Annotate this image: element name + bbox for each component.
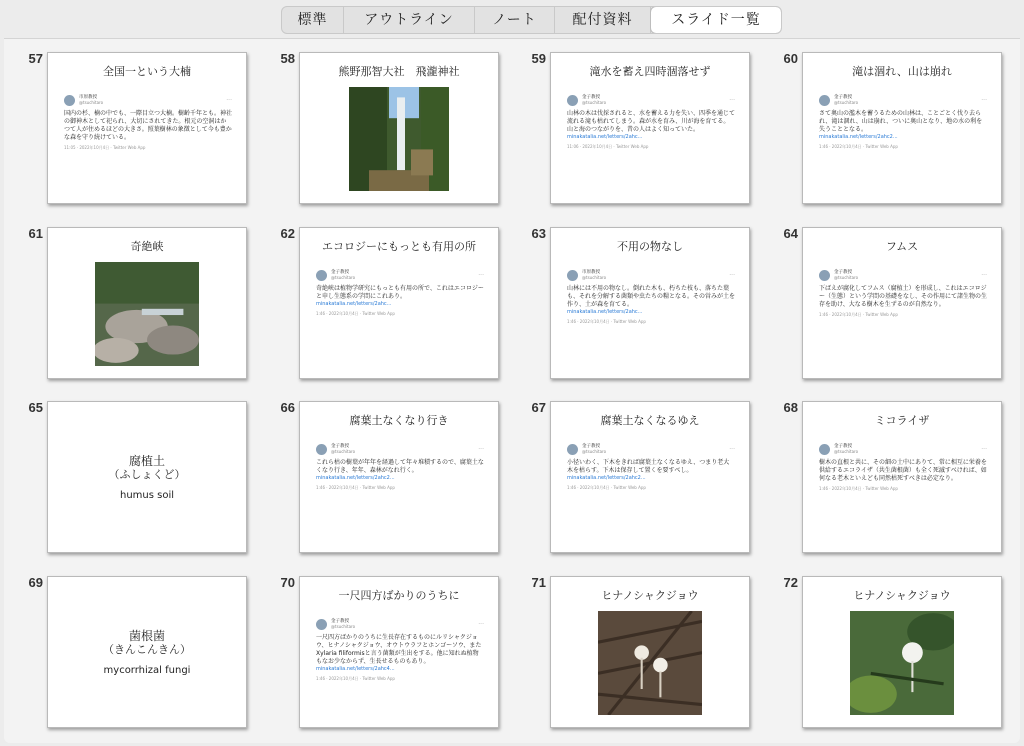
tweet-text: さて奥山の濫木を蓄うるための山林は、ことごとく伐り去られ、滝は涸れ、山は崩れ、ついに奥山となり、地の水の利を失うこととなる。	[819, 110, 983, 133]
avatar	[567, 270, 578, 281]
tweet-header	[567, 268, 735, 282]
slide-number: 70	[280, 575, 295, 590]
more-icon: ···	[478, 620, 484, 628]
slide-title: 滝は涸れ、山は崩れ	[852, 65, 952, 78]
tweet-header	[819, 442, 987, 456]
tweet-link: minakatalia.net/letters/2ahc4...	[316, 666, 395, 672]
tweet-link: minakatalia.net/letters/2ahc...	[567, 309, 643, 315]
slide-photo	[349, 87, 449, 191]
slide-thumbnail[interactable]	[47, 401, 247, 553]
avatar	[316, 444, 327, 455]
tweet-text: 一尺四方ばかりのうちに生長存在するものにルリシャクジョウ、ヒナノシャクジョウ、オウトウラフとホンゴーソウ、またXylaria filiformisと言う菌類が生出をする。他に知れぬ植物もなお少なからず、生長せるものもあり。	[316, 634, 482, 665]
slide-thumbnail[interactable]	[550, 576, 750, 728]
author-name: 金子教授	[582, 444, 600, 449]
tweet-text: 国内の杉、楠の中でも、一際目立つ大楠。樹齢千年とも。神社の御神木として祀られ、大切にされてきた。根元の空洞はかつて人が住めるほどの大きさ。照葉樹林の象徴として今も豊かな森を守り続けている。	[64, 110, 233, 141]
tweet-author	[331, 619, 355, 629]
tweet-meta: 11:06 · 2022年10月4日 · Twitter Web App	[567, 144, 649, 149]
slide-number: 58	[280, 51, 295, 66]
slide-number: 72	[783, 575, 798, 590]
author-name: 市原教授	[79, 95, 97, 100]
tweet-author	[834, 270, 858, 280]
slide-title: 腐葉土なくなり行き	[349, 414, 449, 427]
more-icon: ···	[478, 271, 484, 279]
tweet-meta: 1:46 · 2022年10月4日 · Twitter Web App	[819, 144, 898, 149]
more-icon: ···	[729, 96, 735, 104]
slide-number: 65	[28, 400, 43, 415]
slide-number: 64	[783, 226, 798, 241]
slide-thumbnail[interactable]	[47, 576, 247, 728]
tab-normal[interactable]: 標準	[282, 7, 344, 33]
slide-reading: （ふしょくど）	[108, 468, 186, 481]
slide-sorter-grid	[4, 38, 1020, 743]
author-handle: @tsuchitaro	[582, 275, 607, 280]
more-icon: ···	[729, 271, 735, 279]
author-handle: @tsuchitaro	[331, 449, 356, 454]
author-handle: @tsuchitaro	[79, 100, 104, 105]
tweet-author	[582, 444, 606, 454]
slide-number: 60	[783, 51, 798, 66]
slide-title: 熊野那智大社 飛瀧神社	[338, 65, 460, 78]
tweet-text: 小径いわく、下木をきれば腐葉土なくなるゆえ、つまり老大木を枯らす。下木は保存して置くを要すべし。	[567, 459, 730, 474]
tweet-header	[819, 93, 987, 107]
tab-notes[interactable]: ノート	[475, 7, 555, 33]
tweet-meta: 1:46 · 2022年10月4日 · Twitter Web App	[819, 486, 898, 491]
tweet-embed	[567, 93, 735, 150]
slide-title: エコロジーにもっとも有用の所	[322, 240, 476, 253]
slide-thumbnail[interactable]	[299, 576, 499, 728]
tweet-meta: 1:46 · 2022年10月4日 · Twitter Web App	[567, 319, 646, 324]
tweet-embed	[316, 268, 484, 317]
tweet-author	[834, 444, 858, 454]
more-icon: ···	[981, 271, 987, 279]
slide-title: ヒナノシャクジョウ	[853, 589, 951, 602]
avatar	[64, 95, 75, 106]
author-name: 金子教授	[582, 95, 600, 100]
toolbar	[0, 0, 1024, 38]
author-name: 金子教授	[834, 270, 852, 275]
slide-thumbnail[interactable]	[550, 52, 750, 204]
slide-cell	[273, 576, 523, 746]
slide-cell	[21, 401, 271, 571]
slide-number: 66	[280, 400, 295, 415]
slide-cell	[776, 227, 1024, 397]
slide-thumbnail[interactable]	[802, 227, 1002, 379]
avatar	[316, 270, 327, 281]
slide-title: 腐葉土なくなるゆえ	[600, 414, 700, 427]
tweet-meta: 1:46 · 2022年10月4日 · Twitter Web App	[316, 311, 395, 316]
avatar	[819, 444, 830, 455]
slide-thumbnail[interactable]	[802, 401, 1002, 553]
tab-handouts[interactable]: 配付資料	[555, 7, 651, 33]
author-handle: @tsuchitaro	[582, 449, 607, 454]
slide-cell	[21, 52, 271, 222]
slide-cell	[21, 227, 271, 397]
tweet-link: minakatalia.net/letters/2ahc2...	[316, 475, 395, 481]
more-icon: ···	[226, 96, 232, 104]
slide-cell	[21, 576, 271, 746]
tweet-embed	[64, 93, 232, 151]
slide-cell	[776, 52, 1024, 222]
author-name: 金子教授	[331, 444, 349, 449]
slide-cell	[776, 576, 1024, 746]
slide-number: 57	[28, 51, 43, 66]
tweet-author	[79, 95, 103, 105]
slide-number: 63	[531, 226, 546, 241]
slide-number: 69	[28, 575, 43, 590]
tweet-text: 奇絶峡は植物学研究にもっとも有用の所で、これはエコロジーと申し生態系の学問にこれあり。	[316, 285, 484, 300]
slide-thumbnail[interactable]	[47, 227, 247, 379]
slide-title: 滝水を蓄え四時涸落せず	[589, 65, 711, 78]
slide-thumbnail[interactable]	[550, 227, 750, 379]
tweet-meta: 1:46 · 2022年10月4日 · Twitter Web App	[316, 676, 395, 681]
tweet-embed	[316, 617, 484, 682]
tweet-link: minakatalia.net/letters/2ahc...	[567, 134, 643, 140]
author-name: 金子教授	[834, 444, 852, 449]
slide-reading: （きんこんきん）	[103, 643, 191, 656]
slide-english: humus soil	[119, 490, 175, 501]
slide-heading: 菌根菌	[128, 629, 165, 643]
tweet-text: 山林には不用の物なし。倒れた木も、朽ちた枝も、落ちた葉も、それを分解する菌類や虫たちの糧となる。その営みが土を作り、土が森を育てる。	[567, 285, 736, 308]
slide-cell	[776, 401, 1024, 571]
tweet-link: minakatalia.net/letters/2ahc...	[316, 301, 392, 307]
more-icon: ···	[981, 96, 987, 104]
view-switcher	[281, 6, 782, 34]
slide-title: 不用の物なし	[617, 240, 683, 253]
author-name: 金子教授	[331, 270, 349, 275]
slide-title: 一尺四方ばかりのうちに	[338, 589, 460, 602]
author-name: 金子教授	[331, 619, 349, 624]
slide-number: 67	[531, 400, 546, 415]
slide-photo	[95, 262, 199, 366]
slide-thumbnail[interactable]	[299, 401, 499, 553]
tweet-embed	[316, 442, 484, 491]
tweet-author	[582, 270, 606, 280]
tweet-link: minakatalia.net/letters/2ahc2...	[567, 475, 646, 481]
slide-cell	[273, 227, 523, 397]
author-handle: @tsuchitaro	[582, 100, 607, 105]
more-icon: ···	[478, 445, 484, 453]
slide-number: 62	[280, 226, 295, 241]
tweet-embed	[567, 268, 735, 325]
tweet-meta: 1:46 · 2022年10月4日 · Twitter Web App	[316, 485, 395, 490]
slide-cell	[524, 227, 774, 397]
slide-title: ミコライザ	[874, 414, 930, 427]
slide-number: 61	[28, 226, 43, 241]
tweet-embed	[819, 442, 987, 492]
tweet-meta: 1:46 · 2022年10月4日 · Twitter Web App	[567, 485, 646, 490]
tweet-author	[582, 95, 606, 105]
tweet-embed	[819, 268, 987, 318]
slide-title: 奇絶峡	[130, 240, 164, 253]
tweet-header	[316, 617, 484, 631]
tweet-embed	[819, 93, 987, 150]
avatar	[567, 95, 578, 106]
avatar	[819, 270, 830, 281]
tweet-author	[834, 95, 858, 105]
author-name: 金子教授	[834, 95, 852, 100]
tweet-text: これら枯の樹葉が年年を経過して年々堆積するので、腐葉土なくなり行き、年年、森林がなれ行く。	[316, 459, 484, 474]
slide-thumbnail[interactable]	[299, 52, 499, 204]
slide-title: フムス	[885, 240, 919, 253]
slide-thumbnail[interactable]	[550, 401, 750, 553]
slide-title: 全国一という大楠	[103, 65, 191, 78]
slide-heading: 腐植土	[128, 454, 165, 468]
slide-photo	[850, 611, 954, 715]
slide-number: 59	[531, 51, 546, 66]
tweet-author	[331, 444, 355, 454]
slide-thumbnail[interactable]	[802, 52, 1002, 204]
slide-thumbnail[interactable]	[802, 576, 1002, 728]
tweet-embed	[567, 442, 735, 491]
slide-number: 68	[783, 400, 798, 415]
slide-english: mycorrhizal fungi	[103, 665, 191, 676]
slide-photo	[598, 611, 702, 715]
author-handle: @tsuchitaro	[834, 449, 859, 454]
more-icon: ···	[981, 445, 987, 453]
slide-cell	[524, 576, 774, 746]
author-name: 市原教授	[582, 270, 600, 275]
tweet-author	[331, 270, 355, 280]
slide-number: 71	[531, 575, 546, 590]
author-handle: @tsuchitaro	[331, 624, 356, 629]
author-handle: @tsuchitaro	[331, 275, 356, 280]
avatar	[567, 444, 578, 455]
slide-cell	[273, 52, 523, 222]
slide-title: ヒナノシャクジョウ	[601, 589, 699, 602]
tweet-link: minakatalia.net/letters/2ahc2...	[819, 134, 898, 140]
avatar	[819, 95, 830, 106]
author-handle: @tsuchitaro	[834, 275, 859, 280]
slide-thumbnail[interactable]	[47, 52, 247, 204]
tweet-header	[316, 442, 484, 456]
slide-cell	[273, 401, 523, 571]
tab-outline[interactable]: アウトライン	[344, 7, 475, 33]
slide-thumbnail[interactable]	[299, 227, 499, 379]
tweet-text: 下ばえが腐化してフムス（腐植土）を形成し、これはエコロジー（生態）という学問の基礎をなし、その作用にて諸生物の生存を助け、大なる樹木を生ずるのが自然なり。	[819, 285, 988, 308]
tweet-meta: 11:05 · 2022年10月4日 · Twitter Web App	[64, 145, 146, 150]
tweet-meta: 1:46 · 2022年10月4日 · Twitter Web App	[819, 312, 898, 317]
avatar	[316, 619, 327, 630]
tweet-header	[64, 93, 232, 107]
tweet-text: 山林の木は伐採されると、水を蓄える力を失い、四季を通じて流れる滝も枯れてしまう。森が水を育み、川が海を育てる。山と海のつながりを、昔の人はよく知っていた。	[567, 110, 736, 133]
tweet-header	[567, 442, 735, 456]
tab-slide-sorter[interactable]: スライド一覧	[651, 7, 781, 33]
author-handle: @tsuchitaro	[834, 100, 859, 105]
tweet-header	[316, 268, 484, 282]
tweet-header	[567, 93, 735, 107]
tweet-header	[819, 268, 987, 282]
tweet-text: 樹木の直根と共に、その細の土中にありて、常に相互に栄養を供給するエコライザ（共生菌根菌）も全く死滅すべければ、如何なる老木といえども同然枯死すべきは必定なり。	[819, 459, 987, 482]
slide-cell	[524, 52, 774, 222]
more-icon: ···	[729, 445, 735, 453]
slide-cell	[524, 401, 774, 571]
